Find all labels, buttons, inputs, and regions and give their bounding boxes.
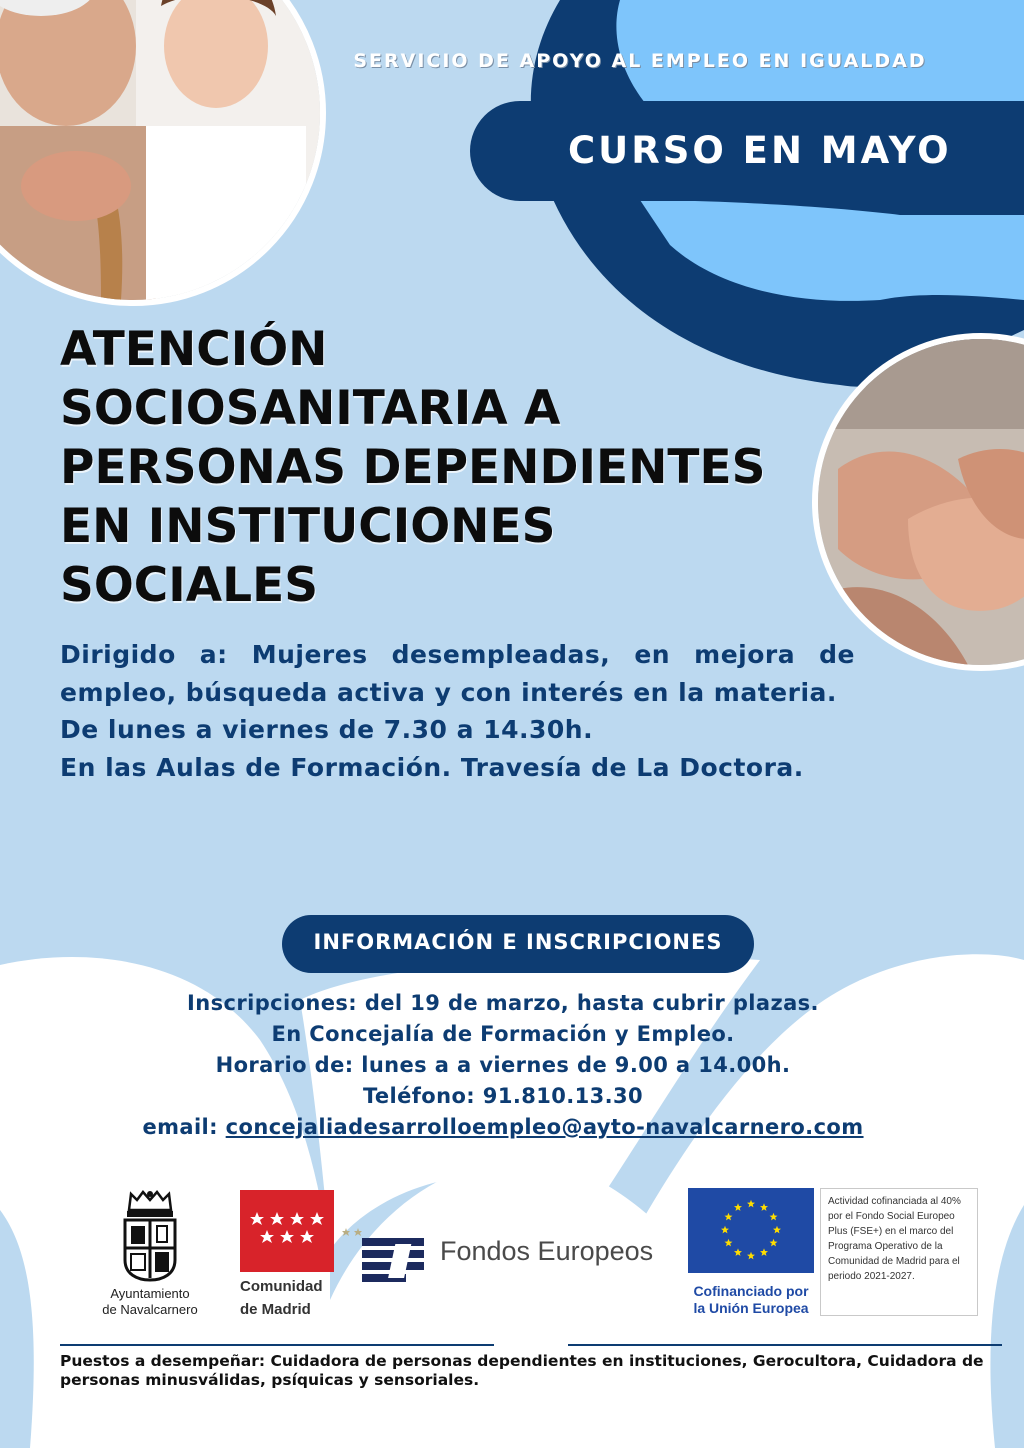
title-line: EN INSTITUCIONES: [60, 499, 556, 554]
eu-caption-line2: la Unión Europea: [693, 1300, 809, 1316]
eu-star-icon: [747, 1252, 755, 1260]
info-heading-pill: [282, 915, 754, 973]
eu-cofinanced-logo: [683, 1188, 819, 1317]
job-positions-text: Puestos a desempeñar: Cuidadora de personas dependientes en instituciones, Gerocultora, Cuidadora de personas minusválidas, psíquicas y sensoriales.: [60, 1352, 984, 1389]
info-heading-label: INFORMACIÓN E INSCRIPCIONES: [313, 930, 723, 954]
service-tagline: SERVICIO DE APOYO AL EMPLEO EN IGUALDAD: [353, 50, 927, 72]
audience-text: Dirigido a: Mujeres desempleadas, en mejora de empleo, búsqueda activa y con interés en la materia.: [60, 640, 855, 707]
eu-star-icon: [721, 1226, 729, 1234]
madrid-name-line2: de Madrid: [240, 1301, 311, 1318]
title-line: SOCIOSANITARIA A: [60, 381, 561, 436]
title-line: PERSONAS DEPENDIENTES: [60, 440, 766, 495]
office-hours: Horario de: lunes a a viernes de 9.00 a 14.00h.: [215, 1053, 791, 1077]
registration-office: En Concejalía de Formación y Empleo.: [271, 1022, 735, 1046]
madrid-flag-icon: [240, 1190, 334, 1272]
ayuntamiento-name-line1: Ayuntamiento: [110, 1286, 190, 1301]
eu-star-icon: [724, 1239, 732, 1247]
fondos-label: Fondos Europeos: [440, 1236, 654, 1266]
eu-star-icon: [770, 1213, 778, 1221]
title-line: SOCIALES: [60, 558, 319, 613]
cofinancing-note: Actividad cofinanciada al 40% por el Fondo Social Europeo Plus (FSE+) en el marco del Programa Operativo de la Comunidad de Madrid para el periodo 2021-2027.: [820, 1188, 978, 1316]
coat-of-arms-icon: [119, 1190, 181, 1282]
course-banner: [470, 101, 1024, 201]
eu-star-icon: [747, 1200, 755, 1208]
comunidad-madrid-logo: [240, 1190, 336, 1318]
eu-star-icon: [760, 1203, 768, 1211]
location-text: En las Aulas de Formación. Travesía de La Doctora.: [60, 752, 804, 782]
footer-rule-right: [568, 1344, 1002, 1346]
email-line: [60, 1112, 946, 1143]
footer-rule-left: [60, 1344, 494, 1346]
phone-number: Teléfono: 91.810.13.30: [362, 1084, 644, 1108]
eu-star-icon: [773, 1226, 781, 1234]
eu-star-icon: [770, 1239, 778, 1247]
contact-info: [60, 988, 946, 1143]
eu-caption-line1: Cofinanciado por: [693, 1283, 809, 1299]
eu-star-icon: [760, 1248, 768, 1256]
registration-period: Inscripciones: del 19 de marzo, hasta cubrir plazas.: [187, 991, 819, 1015]
eu-star-icon: [734, 1248, 742, 1256]
eu-star-icon: [724, 1213, 732, 1221]
eu-star-icon: [734, 1203, 742, 1211]
fondos-stripes-icon: [340, 1222, 436, 1286]
course-title: [60, 320, 820, 615]
fondos-europeos-logo: [340, 1222, 670, 1286]
madrid-name-line1: Comunidad: [240, 1278, 323, 1295]
email-link[interactable]: concejaliadesarrolloempleo@ayto-navalcarnero.com: [225, 1115, 864, 1139]
ayuntamiento-logo: [88, 1190, 212, 1318]
title-line: ATENCIÓN: [60, 322, 328, 377]
course-details: [60, 636, 855, 786]
email-label: email:: [142, 1115, 226, 1139]
eu-flag-icon: [688, 1188, 814, 1273]
course-banner-label: CURSO EN MAYO: [568, 129, 952, 172]
schedule-text: De lunes a viernes de 7.30 a 14.30h.: [60, 715, 594, 744]
ayuntamiento-name-line2: de Navalcarnero: [102, 1302, 198, 1317]
